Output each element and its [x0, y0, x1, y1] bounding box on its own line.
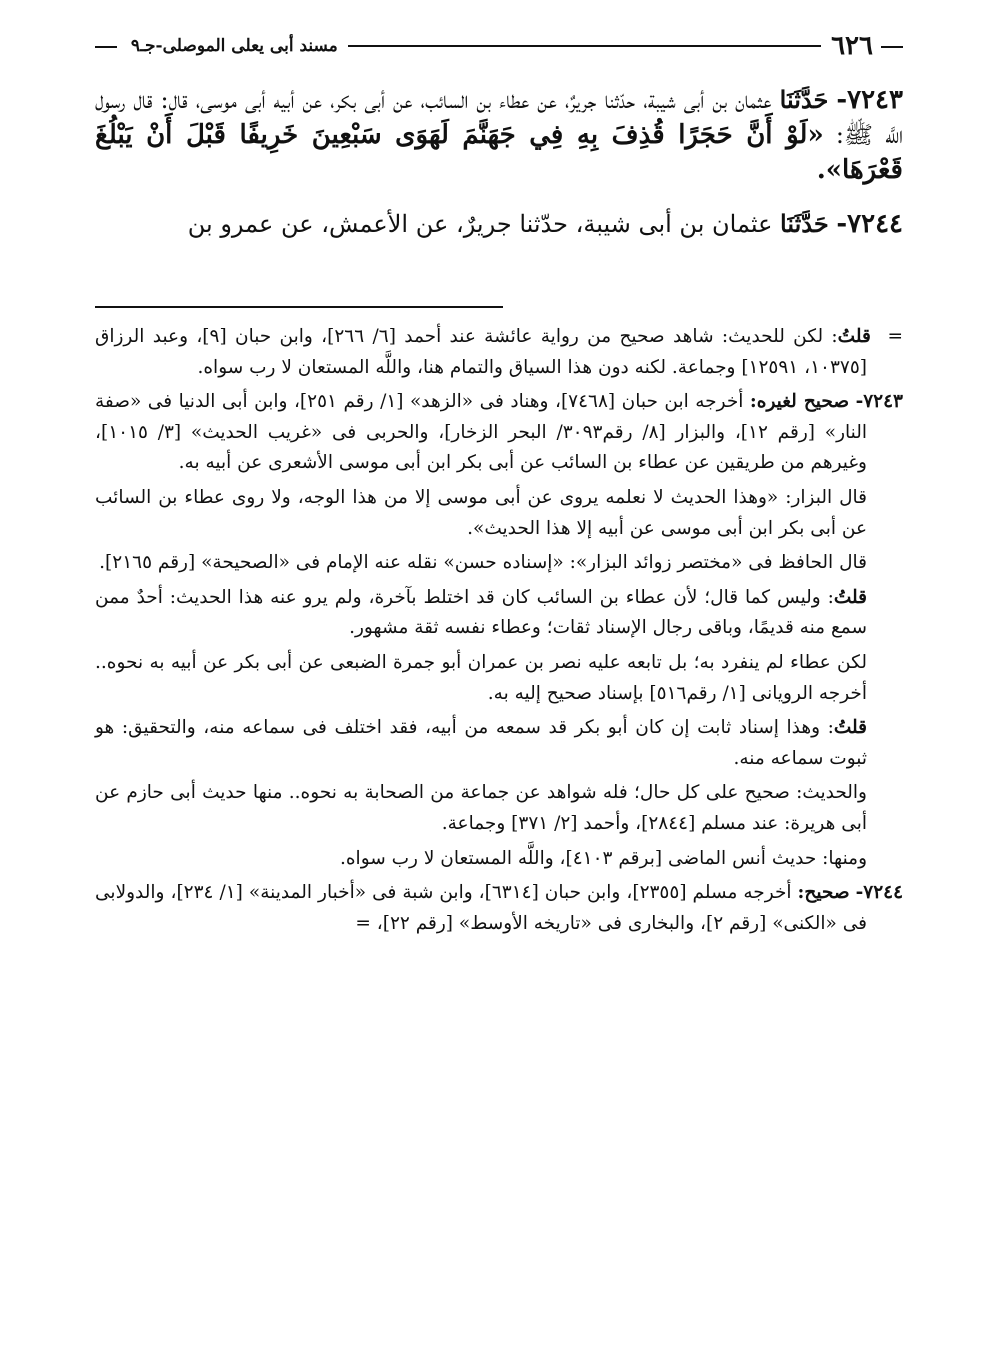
- header-dash-end: [95, 46, 117, 48]
- footnote-number: ٧٢٤٣-: [855, 391, 903, 413]
- footnote-7243: [95, 387, 903, 479]
- hadith-7243: [95, 82, 903, 188]
- footnote-continuation: [95, 322, 903, 383]
- continuation-marker: =: [887, 326, 903, 347]
- footnote-paragraph: لكن عطاء لم ينفرد به؛ بل تابعه عليه نصر بن عمران أبو جمرة الضبعى عن أبى بكر عن أبيه به نحوه.. أخرجه الرويانى [١/ رقم٥١٦] بإسناد صحيح إليه به.: [95, 651, 867, 704]
- continuation-marker: =: [355, 912, 371, 934]
- haddathana: حَدَّثَنَا: [779, 85, 829, 114]
- page-header: [95, 26, 903, 66]
- footnote-paragraph: والحديث: صحيح على كل حال؛ فله شواهد عن جماعة من الصحابة به نحوه.. منها حديث أبى حازم عن أبى هريرة: عند مسلم [٢٨٤٤]، وأحمد [٢/ ٣٧١] وجماعة.: [95, 782, 867, 834]
- footnote-paragraph: [95, 583, 903, 644]
- header-rule: [348, 45, 821, 47]
- main-text: [95, 82, 903, 260]
- haddathana: حَدَّثَنَا: [780, 209, 829, 238]
- grade: صحيح:: [797, 882, 850, 904]
- isnad: عثمان بن أبى شيبة، حدّثنا جريرٌ، عن الأعمش، عن عمرو بن: [187, 210, 773, 238]
- hadith-7244: [95, 206, 903, 242]
- footnote-paragraph: [95, 713, 903, 774]
- grade: صحيح لغيره:: [749, 391, 850, 413]
- footnote-7244: [95, 878, 903, 939]
- hadith-number: ٧٢٤٣-: [836, 85, 903, 115]
- footnotes: [95, 322, 903, 943]
- hadith-number: ٧٢٤٤-: [836, 209, 903, 239]
- running-title: مسند أبى يعلى الموصلى-جـ٩: [95, 36, 338, 56]
- footnote-paragraph: قال البزار: «وهذا الحديث لا نعلمه يروى عن أبى موسى إلا من هذا الوجه، ولا روى عطاء بن السائب عن أبى بكر ابن أبى موسى عن أبيه إلا هذا الحديث».: [95, 486, 867, 539]
- footnote-text: : وهذا إسناد ثابت إن كان أبو بكر قد سمعه من أبيه، فقد اختلف فى سماعه منه، والتحقيق: هو ثبوت سماعه منه.: [95, 717, 867, 769]
- footnote-text: : لكن للحديث: شاهد صحيح من رواية عائشة عند أحمد [٦/ ٢٦٦]، وابن حبان [٩]، وعبد الرزاق [١٠٣٧٥، ١٢٥٩١] وجماعة. لكنه دون هذا السياق والتمام هنا، واللَّه المستعان لا رب سواه.: [95, 326, 867, 378]
- footnote-separator: [95, 306, 503, 308]
- qultu-label: قلتُ: [837, 326, 871, 347]
- isnad: عثمان بن أبى شيبة، حدّثنا جريرٌ، عن عطاء بن السائب، عن أبى بكر، عن أبيه أبى موسى، قال: قال رسول اللَّه ﷺ:: [95, 86, 904, 149]
- footnote-paragraph: قال الحافظ فى «مختصر زوائد البزار»: «إسناده حسن» نقله عنه الإمام فى «الصحيحة» [رقم ٢١٦٥].: [99, 552, 867, 574]
- qultu-label: قلتُ: [833, 586, 867, 608]
- footnote-text: أخرجه مسلم [٢٣٥٥]، وابن حبان [٦٣١٤]، وابن شبة فى «أخبار المدينة» [١/ ٢٣٤]، والدولابى فى «الكنى» [رقم ٢]، والبخارى فى «تاريخه الأوسط» [رقم ٢٢]،: [95, 882, 867, 934]
- page-number: ٦٢٦: [831, 31, 903, 61]
- matn: «لَوْ أَنَّ حَجَرًا قُذِفَ بِهِ فِي جَهَنَّمَ لَهَوَى سَبْعِينَ خَرِيفًا قَبْلَ أَنْ يَبْلُغَ قَعْرَهَا».: [95, 120, 903, 185]
- footnote-paragraph: ومنها: حديث أنس الماضى [برقم ٤١٠٣]، واللَّه المستعان لا رب سواه.: [339, 847, 867, 869]
- qultu-label: قلتُ: [833, 717, 867, 739]
- footnote-text: أخرجه ابن حبان [٧٤٦٨]، وهناد فى «الزهد» [١/ رقم ٢٥١]، وابن أبى الدنيا فى «صفة النار» [رقم ١٢]، والبزار [٨/ رقم٣٠٩٣/ البحر الزخار]، والحربى فى «غريب الحديث» [٣/ ١٠١٥]، وغيرهم من طريقين عن عطاء بن السائب عن أبى بكر ابن أبى موسى الأشعرى عن أبيه به.: [95, 391, 868, 474]
- header-dash: [881, 46, 903, 48]
- footnote-text: : وليس كما قال؛ لأن عطاء بن السائب كان قد اختلط بآخرة، ولم يرو عنه هذا الحديث: أحدٌ ممن سمع منه قديمًا، وباقى رجال الإسناد ثقات؛ وعطاء نفسه ثقة مشهور.: [95, 586, 867, 639]
- footnote-number: ٧٢٤٤-: [855, 882, 904, 904]
